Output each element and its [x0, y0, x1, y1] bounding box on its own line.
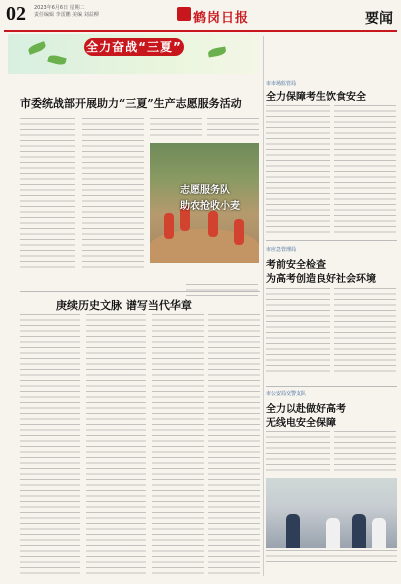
article-body-text [82, 118, 144, 268]
article-body-text [207, 118, 259, 140]
masthead [0, 0, 401, 30]
news-photo-right [266, 478, 397, 548]
page-number: 02 [6, 3, 26, 25]
photo-overlay-text [180, 183, 240, 215]
article-body-text [20, 118, 75, 268]
banner-title: 全力奋战“三夏” [86, 40, 182, 54]
officer-figure [352, 514, 366, 548]
staff-figure [372, 518, 386, 548]
right-headline-3-line2: 无线电安全保障 [266, 418, 336, 429]
article-body-text [266, 288, 330, 373]
section-tag: 市公安局交警支队 [266, 391, 307, 397]
right-headline-2-line2: 为高考创造良好社会环境 [266, 274, 376, 285]
masthead-rule [4, 30, 397, 32]
article-body-text [86, 314, 146, 576]
banner-ribbon [84, 38, 184, 56]
leaf-icon [207, 46, 226, 57]
staff-figure [326, 518, 340, 548]
article-body-text [266, 431, 330, 475]
editor-line: 责任编辑 李雷鹏 美编 刘益柳 [34, 12, 99, 18]
headline-main: 市委统战部开展助力“三夏”生产志愿服务活动 [20, 97, 242, 110]
headline-secondary: 庚续历史文脉 谱写当代华章 [56, 299, 192, 312]
news-photo [150, 143, 259, 263]
volunteer-figure [164, 213, 174, 239]
photo-overlay-line: 助农抢收小麦 [180, 201, 240, 212]
article-body-text [334, 431, 396, 475]
photo-caption [186, 284, 258, 296]
column-divider [263, 36, 264, 576]
article-body-text [334, 288, 396, 373]
article-body-text [266, 105, 330, 235]
photo-overlay-line: 志愿服务队 [180, 185, 230, 196]
divider [266, 386, 397, 387]
issue-meta [34, 5, 99, 19]
right-headline-1: 全力保障考生饮食安全 [266, 92, 366, 103]
article-body-text [150, 118, 202, 140]
volunteer-figure [234, 219, 244, 245]
article-body-text [208, 314, 260, 576]
divider [20, 291, 260, 292]
divider [266, 240, 397, 241]
photo-caption [266, 550, 397, 562]
officer-figure [286, 514, 300, 548]
column-banner [8, 34, 258, 74]
section-title: 要闻 [365, 11, 393, 27]
leaf-icon [47, 54, 66, 66]
section-tag: 市市场监管局 [266, 81, 297, 87]
section-tag: 市应急管理局 [266, 247, 297, 253]
leaf-icon [27, 41, 47, 55]
newspaper-logo: 鹤岗日报 [193, 11, 250, 26]
article-body-text [152, 314, 204, 576]
article-body-text [334, 105, 396, 235]
issue-date: 2023年6月6日 星期二 [34, 5, 85, 11]
logo-icon [177, 7, 191, 21]
right-headline-2-line1: 考前安全检查 [266, 260, 326, 271]
article-body-text [20, 314, 80, 576]
right-headline-3-line1: 全力以赴做好高考 [266, 404, 346, 415]
